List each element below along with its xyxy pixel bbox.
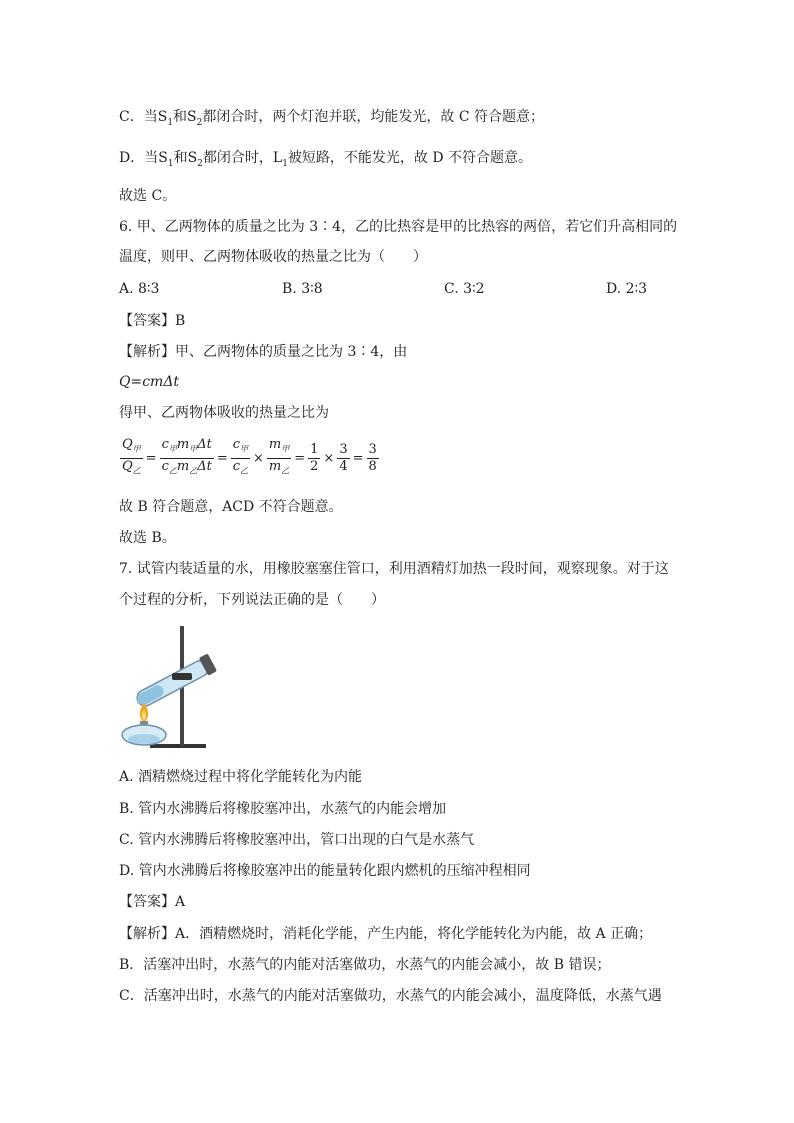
clamp bbox=[172, 673, 192, 680]
q6-explanation-line1: 【解析】甲、乙两物体的质量之比为 3∶4，由 bbox=[119, 344, 408, 360]
q6-option-d: D. 2∶3 bbox=[606, 281, 648, 297]
q6-stem-line2: 温度，则甲、乙两物体吸收的热量之比为（ ） bbox=[119, 249, 427, 265]
test-tube-heating-illustration bbox=[119, 623, 219, 755]
q6-choose: 故选 B。 bbox=[119, 530, 176, 546]
q6-conclusion: 故 B 符合题意，ACD 不符合题意。 bbox=[119, 499, 343, 515]
q7-option-a: A. 酒精燃烧过程中将化学能转化为内能 bbox=[119, 769, 363, 785]
q7-option-c: C. 管内水沸腾后将橡胶塞冲出，管口出现的白气是水蒸气 bbox=[119, 832, 475, 848]
q7-stem-line2: 个过程的分析，下列说法正确的是（ ） bbox=[119, 592, 385, 608]
explanation-line-c: C．当$S_1$和$S_2$都闭合时，两个灯泡并联，均能发光，故 C 符合题意； bbox=[119, 109, 544, 128]
q6-explanation-line2: 得甲、乙两物体吸收的热量之比为 bbox=[119, 405, 329, 421]
q6-answer: 【答案】B bbox=[119, 313, 186, 329]
q7-explanation-line3: C．活塞冲出时，水蒸气的内能对活塞做功，水蒸气的内能会减小，温度降低，水蒸气遇 bbox=[119, 988, 662, 1004]
q7-answer: 【答案】A bbox=[119, 894, 186, 910]
q5-conclusion: 故选 C。 bbox=[119, 188, 177, 204]
q7-option-d: D. 管内水沸腾后将橡胶塞冲出的能量转化跟内燃机的压缩冲程相同 bbox=[119, 863, 531, 879]
q6-formula: Q=cmΔt bbox=[119, 374, 180, 390]
heat-ratio-equation: $\frac{Q_甲}{Q_乙}$ = $\frac{c_甲m_甲\Delta t}{c_乙m_乙\Delta t}$ = $\frac{c_甲}{c_乙}$ × $\frac{m_甲}{m_乙}$ = $\frac{1}{2}$ × $\frac{3}{4}$ = $\frac{3}{8}$ bbox=[122, 437, 377, 476]
q7-stem-line1: 7. 试管内装适量的水，用橡胶塞塞住管口，利用酒精灯加热一段时间，观察现象。对于这 bbox=[119, 561, 669, 577]
q7-option-b: B. 管内水沸腾后将橡胶塞冲出，水蒸气的内能会增加 bbox=[119, 801, 447, 817]
q6-stem-line1: 6. 甲、乙两物体的质量之比为 3∶4，乙的比热容是甲的比热容的两倍，若它们升高相同的 bbox=[119, 219, 678, 235]
q7-explanation-line1: 【解析】A．酒精燃烧时，消耗化学能，产生内能，将化学能转化为内能，故 A 正确； bbox=[119, 926, 653, 942]
q6-option-a: A. 8∶3 bbox=[119, 281, 160, 297]
explanation-line-d: D．当$S_1$和$S_2$都闭合时，$L_1$被短路，不能发光，故 D 不符合题意。 bbox=[119, 150, 533, 169]
q6-option-c: C. 3∶2 bbox=[444, 281, 485, 297]
q7-explanation-line2: B．活塞冲出时，水蒸气的内能对活塞做功，水蒸气的内能会减小，故 B 错误； bbox=[119, 957, 611, 973]
test-tube bbox=[133, 653, 217, 710]
stand-base bbox=[150, 744, 206, 748]
q6-option-b: B. 3∶8 bbox=[282, 281, 323, 297]
